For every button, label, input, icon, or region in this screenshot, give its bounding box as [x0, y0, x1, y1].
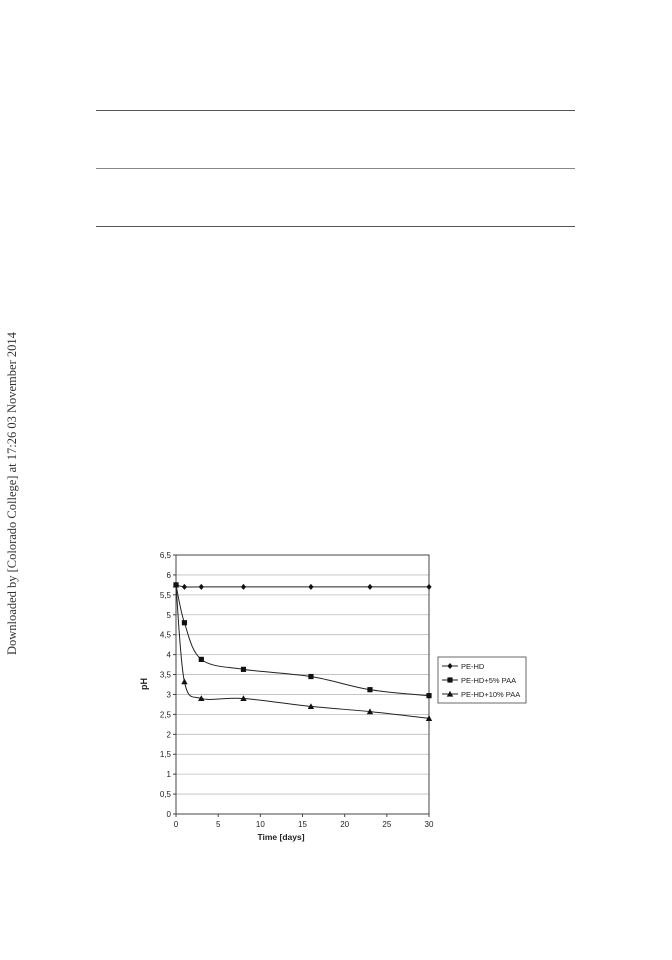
- x-tick-label: 0: [173, 820, 179, 829]
- data-point: [426, 693, 431, 698]
- plot-area-frame: [176, 555, 429, 814]
- y-tick-label: 3: [166, 690, 171, 700]
- data-point: [199, 657, 204, 662]
- download-watermark: Downloaded by [Colorado College] at 17:26 03 November 2014: [5, 332, 19, 655]
- x-axis-label: Time [days]: [257, 832, 305, 842]
- legend-label: PE-HD+5% PAA: [461, 676, 517, 685]
- legend-label: PE-HD: [461, 662, 485, 671]
- y-tick-label: 0,5: [159, 790, 171, 800]
- y-tick-label: 5: [166, 610, 171, 620]
- x-tick-label: 30: [424, 820, 434, 829]
- series-triangle: [173, 582, 432, 721]
- chart-gridlines: [176, 555, 429, 794]
- data-point: [367, 687, 372, 692]
- data-point: [308, 584, 313, 590]
- y-tick-label: 6,5: [159, 551, 171, 560]
- series-square: [173, 582, 431, 698]
- data-point: [181, 679, 187, 685]
- y-axis-label: pH: [139, 678, 149, 690]
- x-tick-label: 10: [255, 820, 265, 829]
- x-axis-ticks: [174, 814, 434, 829]
- y-axis-ticks: [160, 551, 176, 819]
- y-tick-label: 1: [166, 770, 171, 780]
- y-tick-label: 3,5: [159, 670, 171, 680]
- y-tick-label: 4: [166, 650, 171, 660]
- legend-marker: [447, 677, 452, 682]
- data-point: [426, 584, 431, 590]
- series-line: [176, 585, 429, 696]
- data-point: [367, 584, 372, 590]
- x-tick-label: 5: [215, 820, 221, 829]
- y-tick-label: 2: [166, 730, 171, 740]
- x-tick-label: 20: [340, 820, 350, 829]
- data-point: [199, 584, 204, 590]
- series-line: [176, 585, 429, 587]
- data-point: [241, 667, 246, 672]
- legend-label: PE-HD+10% PAA: [461, 690, 521, 699]
- y-tick-label: 0: [166, 810, 171, 819]
- y-tick-label: 2,5: [159, 710, 171, 720]
- chart-legend: [438, 657, 526, 703]
- data-point: [308, 674, 313, 679]
- y-tick-label: 1,5: [159, 750, 171, 760]
- chart-series: [173, 582, 432, 721]
- data-point: [182, 620, 187, 625]
- y-tick-label: 4,5: [159, 630, 171, 640]
- series-diamond: [173, 582, 431, 590]
- x-tick-label: 15: [298, 820, 307, 829]
- y-tick-label: 6: [166, 570, 171, 580]
- data-point: [241, 584, 246, 590]
- data-point: [182, 584, 187, 590]
- series-line: [176, 585, 429, 718]
- y-tick-label: 5,5: [159, 590, 171, 600]
- x-tick-label: 25: [382, 820, 392, 829]
